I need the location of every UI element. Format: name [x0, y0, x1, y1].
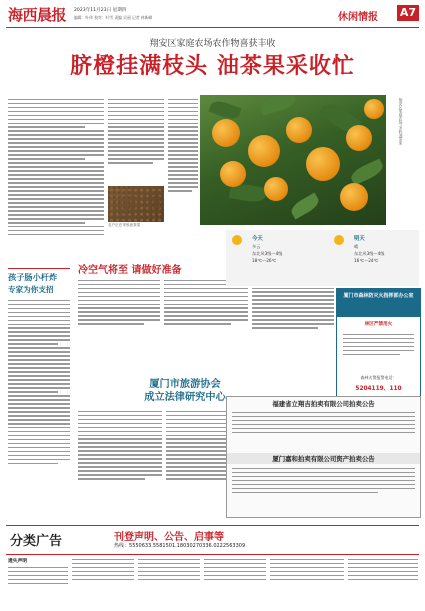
column-title: 孩子肠小杆炸	[8, 272, 58, 282]
weather-today-temp: 18℃～26℃	[252, 258, 277, 263]
lead-text-col-2	[108, 96, 164, 182]
promo-tip: 林区严禁用火	[364, 322, 393, 327]
hot-phone-number: 5550633.5581501.18030270336.0222563309	[129, 543, 246, 549]
association-body-col-1	[78, 408, 162, 512]
column-subtitle: 专家为你支招	[8, 285, 54, 294]
classifieds-col-1	[8, 564, 68, 606]
auction-body-2	[232, 465, 415, 513]
cold-body-col-1	[78, 277, 160, 343]
photo1-caption: 翔安区家庭农场 采收油茶果	[399, 98, 404, 145]
classifieds-col-6	[348, 556, 418, 606]
weather-tomorrow-cond: 晴	[354, 244, 359, 249]
photo-oil-seeds	[108, 186, 164, 222]
classifieds-col-4	[204, 556, 266, 606]
sun-cloud-icon	[232, 235, 242, 245]
weather-today-wind: 东北风3级～4级	[252, 251, 283, 256]
classifieds-strip	[6, 525, 419, 555]
promo-header	[337, 289, 420, 317]
auction-subtitle: 厦门嘉和拍卖有限公司资产拍卖公告	[227, 453, 420, 464]
lead-headline: 脐橙挂满枝头 油茶果采收忙	[70, 53, 355, 79]
weather-tomorrow	[354, 234, 416, 264]
column-body	[8, 297, 70, 533]
fire-promo	[336, 288, 421, 400]
weather-tomorrow-wind: 东北风3级～4级	[354, 251, 385, 256]
sun-icon	[334, 235, 344, 245]
weather-today-cond: 多云	[252, 244, 261, 249]
promo-hotline-label: 森林火警报警电话：	[360, 375, 397, 380]
cold-headline: 冷空气将至 请做好准备	[78, 265, 182, 276]
hot-phone	[114, 542, 245, 549]
weather-today	[252, 234, 322, 264]
promo-hotline: 5204119、110	[355, 386, 402, 392]
hot-phone-label: 热线：	[114, 543, 130, 549]
lead-text-col-3	[168, 96, 198, 224]
hot-title: 刊登声明、公告、启事等	[114, 532, 224, 543]
weather-today-label: 今天	[252, 236, 263, 242]
logo: 海西晨报	[8, 6, 67, 24]
weather-panel	[226, 230, 419, 286]
date-line: 2023年11月23日 星期四	[74, 8, 127, 13]
classifieds-col-5	[270, 556, 344, 606]
lead-kicker: 翔安区家庭农场农作物喜获丰收	[149, 39, 276, 49]
masthead	[0, 0, 425, 30]
promo-body	[343, 331, 414, 371]
masthead-rule	[6, 27, 419, 28]
association-headline: 厦门市旅游协会 成立法律研究中心	[144, 379, 226, 403]
weather-tomorrow-temp: 16℃～24℃	[354, 258, 379, 263]
note-title: 遗失声明	[8, 559, 28, 564]
weather-tomorrow-label: 明天	[354, 236, 365, 242]
page-number: A7	[397, 5, 419, 21]
section-name: 休闲情报	[338, 12, 378, 23]
classifieds-title: 分类广告	[10, 534, 63, 549]
photo-navel-oranges	[200, 95, 386, 225]
auction-box	[226, 396, 421, 518]
classifieds-col-2	[72, 556, 134, 606]
promo-title: 厦门市森林防灭火指挥部办公室	[343, 293, 414, 299]
lead-text-col-1	[8, 96, 104, 266]
photo2-caption: 农户正在采收油茶果	[108, 223, 141, 227]
cold-body-col-2	[164, 277, 248, 343]
editor-line: 编辑：叶伟 校对：叶雪 责编 吴丽 记者 林新峰	[74, 15, 153, 20]
auction-body	[232, 409, 415, 449]
auction-title: 福建省立翔吉拍卖有限公司拍卖公告	[272, 400, 375, 408]
classifieds-col-3	[138, 556, 200, 606]
